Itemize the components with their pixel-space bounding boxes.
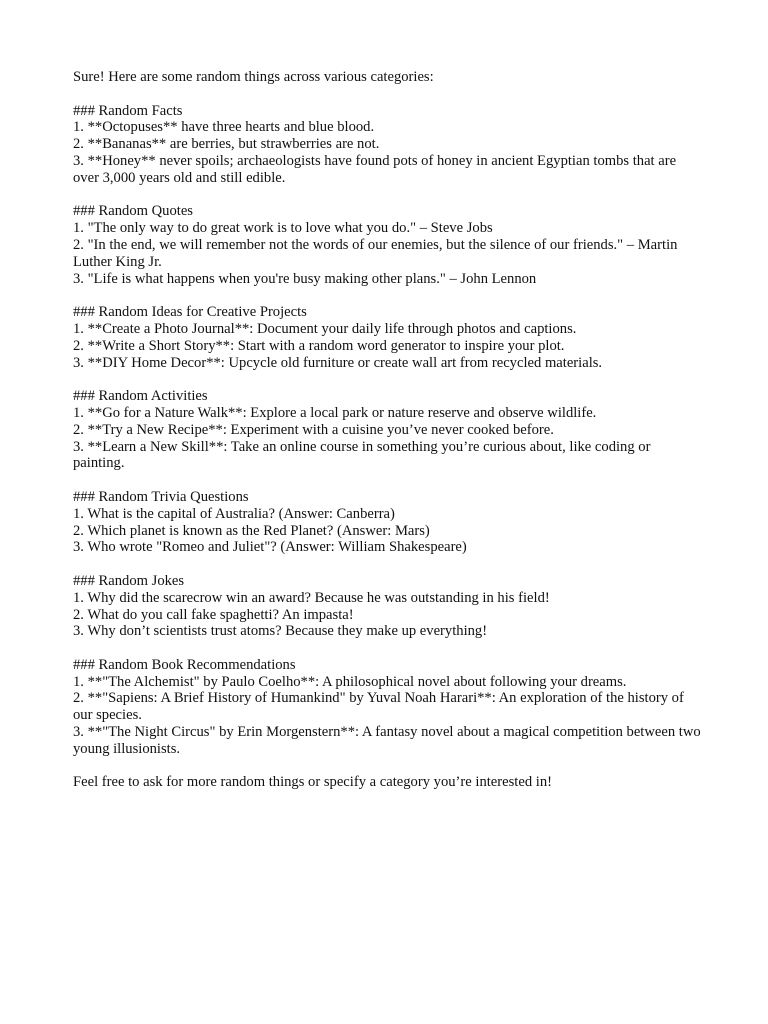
list-item: 2. **Write a Short Story**: Start with a random word generator to inspire your plot. xyxy=(73,337,565,354)
list-item: 3. "Life is what happens when you're busy making other plans." – John Lennon xyxy=(73,270,537,287)
list-item: 1. Why did the scarecrow win an award? Because he was outstanding in his field! xyxy=(73,589,550,606)
section-heading: ### Random Trivia Questions xyxy=(73,488,249,505)
list-item: 2. **"Sapiens: A Brief History of Humankind" by Yuval Noah Harari**: An exploration of the history of our species. xyxy=(73,690,688,724)
section-random-quotes xyxy=(73,203,703,287)
document-page xyxy=(73,69,703,791)
list-item: 1. "The only way to do great work is to love what you do." – Steve Jobs xyxy=(73,220,493,237)
section-heading: ### Random Ideas for Creative Projects xyxy=(73,304,307,321)
section-random-facts xyxy=(73,103,703,187)
list-item: 3. Why don’t scientists trust atoms? Because they make up everything! xyxy=(73,623,488,640)
section-heading: ### Random Facts xyxy=(73,102,183,119)
list-item: 1. **Create a Photo Journal**: Document your daily life through photos and captions. xyxy=(73,320,577,337)
list-item: 2. What do you call fake spaghetti? An impasta! xyxy=(73,606,354,623)
list-item: 3. **Learn a New Skill**: Take an online course in something you’re curious about, like coding or painting. xyxy=(73,438,655,472)
section-random-books xyxy=(73,657,703,758)
section-random-ideas xyxy=(73,304,703,371)
list-item: 1. **"The Alchemist" by Paulo Coelho**: A philosophical novel about following your dreams. xyxy=(73,673,627,690)
section-random-activities xyxy=(73,388,703,472)
list-item: 2. "In the end, we will remember not the words of our enemies, but the silence of our friends." – Martin Luther King Jr. xyxy=(73,236,682,270)
list-item: 3. Who wrote "Romeo and Juliet"? (Answer: William Shakespeare) xyxy=(73,539,467,556)
list-item: 3. **"The Night Circus" by Erin Morgenstern**: A fantasy novel about a magical competition between two young illusionists. xyxy=(73,724,705,757)
list-item: 2. Which planet is known as the Red Planet? (Answer: Mars) xyxy=(73,522,430,539)
closing-text: Feel free to ask for more random things or specify a category you’re interested in! xyxy=(73,774,552,791)
list-item: 1. **Octopuses** have three hearts and blue blood. xyxy=(73,119,375,136)
section-random-trivia xyxy=(73,489,703,556)
section-heading: ### Random Book Recommendations xyxy=(73,656,296,673)
list-item: 2. **Try a New Recipe**: Experiment with a cuisine you’ve never cooked before. xyxy=(73,421,554,438)
list-item: 1. **Go for a Nature Walk**: Explore a local park or nature reserve and observe wildlife. xyxy=(73,404,597,421)
section-heading: ### Random Jokes xyxy=(73,572,185,589)
list-item: 1. What is the capital of Australia? (Answer: Canberra) xyxy=(73,505,395,522)
list-item: 3. **DIY Home Decor**: Upcycle old furniture or create wall art from recycled materials. xyxy=(73,354,603,371)
list-item: 2. **Bananas** are berries, but strawberries are not. xyxy=(73,136,380,153)
section-random-jokes xyxy=(73,573,703,640)
list-item: 3. **Honey** never spoils; archaeologists have found pots of honey in ancient Egyptian tombs that are over 3,000 years old and still edible. xyxy=(73,152,680,186)
section-heading: ### Random Activities xyxy=(73,388,208,405)
intro-text: Sure! Here are some random things across various categories: xyxy=(73,69,434,85)
section-heading: ### Random Quotes xyxy=(73,203,193,220)
